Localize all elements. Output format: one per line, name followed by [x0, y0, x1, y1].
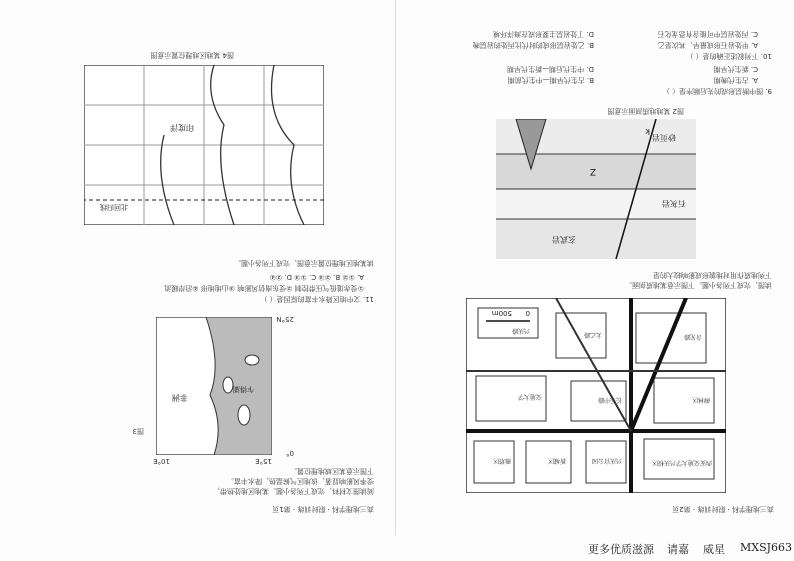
geo-label-a: 玄武岩	[552, 235, 576, 244]
africa-map-title: 图3	[132, 427, 144, 435]
q10-option-c: C. 丙处岩层中可能含有恐龙化石	[657, 30, 758, 38]
footer-middle-text: 请嘉	[667, 543, 689, 556]
map-label-a: 西安交通大学兴庆校区	[651, 459, 712, 466]
map-label-h: 含光路	[683, 333, 702, 340]
q10-option-b: B. 乙处岩层形成的时代比丙处的岩层晚	[472, 41, 594, 49]
map-label-j: 兴庆路	[511, 327, 530, 334]
q11-text: 11. 文中地区降水丰富的原因是（ ）	[260, 295, 374, 303]
q9-option-c: C. 新生代早期	[713, 65, 758, 73]
map-label-c: 新城区	[547, 457, 566, 464]
map-label-i: 太乙路	[583, 331, 602, 338]
geo-label-k: k	[645, 127, 650, 136]
scale-distance-label: 500m	[491, 309, 512, 317]
africa-lon-left: 15°E	[255, 457, 272, 465]
geo-label-z: Z	[589, 166, 596, 176]
right-page-header: 高三地理学科 · 限时训练 · 第1页	[272, 505, 374, 513]
page-footer	[0, 535, 794, 561]
africa-lon-right: 10°E	[153, 457, 170, 465]
q9-option-b: B. 古生代早期—中生代前期	[507, 76, 594, 84]
geology-figure-title: 图2 某地地质剖面示意图	[607, 107, 684, 115]
asia-region-map	[84, 65, 324, 225]
q11-options-2: A. ①② B. ②③ C. ①③ D. ②④	[269, 273, 364, 281]
left-page-header: 高三地理学科 · 限时训练 · 第2页	[672, 505, 774, 513]
q9-option-a: A. 古生代晚期	[713, 76, 758, 84]
right-text-line-2: 受季风影响显著，该地区气候湿热，降水丰富。	[227, 477, 374, 485]
asia-ocean-label: 印度洋	[170, 123, 194, 132]
map-label-e: 碑林区	[691, 396, 710, 403]
q9-option-d: D. 中生代后期—新生代早期	[507, 65, 594, 73]
africa-lat-bottom: 0°	[286, 449, 294, 457]
footer-left-text: 更多优质滋源	[588, 543, 654, 556]
street-map-figure	[466, 298, 726, 493]
q10-option-a: A. 甲处岩石形成最早，其次是乙	[657, 41, 758, 49]
q9-text: 9. 图中断层形成的先后顺序是（ ）	[662, 87, 772, 95]
geo-label-b: 石灰岩	[662, 199, 686, 208]
right-text-line-1: 阅读图文材料，完成下列各小题。某地区地处热带，	[213, 487, 374, 495]
africa-lat-top: 25°N	[276, 315, 294, 323]
asia-map-title: 图4 某地区地理位置示意图	[150, 51, 234, 59]
footer-code: MXSJ663	[740, 541, 793, 554]
africa-region-label: 非洲	[172, 393, 188, 402]
right-text-line-3: 下图示意某区域地理位置。	[290, 467, 374, 475]
page-fold-line	[395, 0, 396, 535]
geo-label-c: 砂页岩	[652, 133, 676, 142]
q11-options-1: ①受赤道低气压带控制 ②受东南信风影响 ③山地地形 ④沿岸暖流	[164, 284, 364, 292]
africa-region-map	[156, 317, 272, 455]
right-text-line-4: 读某地区地理位置示意图，完成下列各小题。	[234, 259, 374, 267]
asia-line-label: 北回归线	[100, 203, 128, 211]
map-label-g: 交通大学	[517, 393, 542, 400]
q10-text: 10. 下列叙述正确的是（ ）	[686, 52, 772, 60]
footer-right-text: 威星	[703, 543, 725, 556]
africa-lake-label: 乍得湖	[233, 385, 254, 393]
left-text-line-1: 读图，完成下列各小题。下图示意某地质剖面。	[625, 281, 772, 289]
map-label-d: 雁塔区	[492, 457, 511, 464]
map-label-f: 长乐中路	[597, 396, 622, 403]
left-text-line-2: 下列地质作用对地貌形成影响较大的是	[653, 271, 772, 279]
q10-option-d: D. 丁处岩层主要形成在海洋环境	[493, 30, 594, 38]
map-label-b: 兴庆宫公园	[591, 457, 622, 464]
scale-zero-label: 0	[525, 309, 530, 317]
geology-cross-section-figure	[496, 119, 696, 259]
